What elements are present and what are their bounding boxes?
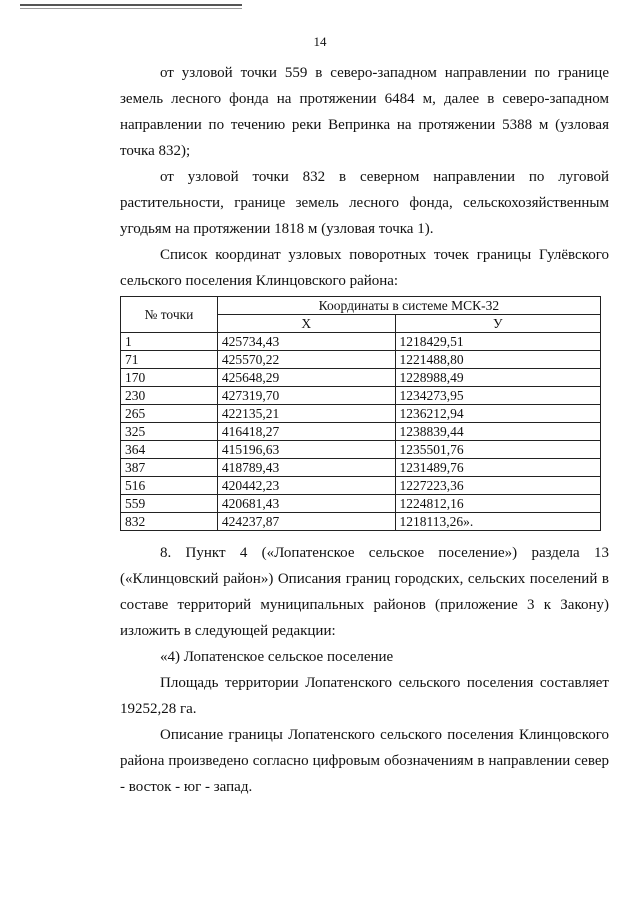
paragraph-section-heading: «4) Лопатенское сельское поселение [160,649,394,665]
cell-x: 425570,22 [217,351,395,369]
cell-y: 1227223,36 [395,477,600,495]
cell-x: 425648,29 [217,369,395,387]
cell-x: 424237,87 [217,513,395,531]
cell-y: 1218429,51 [395,333,600,351]
cell-y: 1231489,76 [395,459,600,477]
cell-x: 420681,43 [217,495,395,513]
cell-point: 832 [121,513,218,531]
cell-y: 1228988,49 [395,369,600,387]
header-coordinate-system: Координаты в системе МСК-32 [217,297,600,315]
cell-point: 364 [121,441,218,459]
cell-y: 1238839,44 [395,423,600,441]
header-rule-thin [20,8,242,9]
paragraph-coordinates-intro: Список координат узловых поворотных точек границы Гулёвского сельского поселения Клинцовского района: [120,247,609,289]
cell-point: 71 [121,351,218,369]
paragraph-node-832: от узловой точки 832 в северном направлении по луговой растительности, границе земель лесного фонда, сельскохозяйственным угодьям на протяжении 1818 м (узловая точка 1). [120,169,609,237]
cell-point: 170 [121,369,218,387]
table-row [121,477,601,495]
cell-point: 325 [121,423,218,441]
header-rule [20,4,242,6]
cell-y: 1221488,80 [395,351,600,369]
cell-x: 425734,43 [217,333,395,351]
table-row [121,369,601,387]
header-x: X [217,315,395,333]
table-row [121,333,601,351]
header-y: У [395,315,600,333]
cell-point: 265 [121,405,218,423]
page-number: 14 [313,34,327,49]
table-row [121,423,601,441]
table-row [121,459,601,477]
paragraph-node-559: от узловой точки 559 в северо-западном направлении по границе земель лесного фонда на протяжении 6484 м, далее в северо-западном направлении по течению реки Вепринка на протяжении 5388 м (узловая точка 832); [120,65,609,159]
cell-point: 230 [121,387,218,405]
cell-x: 416418,27 [217,423,395,441]
table-body [121,333,601,531]
paragraph-item-8: 8. Пункт 4 («Лопатенское сельское поселение») раздела 13 («Клинцовский район») Описания границ городских, сельских поселений в составе территорий муниципальных районов (приложение 3 к Закону) изложить в следующей редакции: [120,545,609,639]
cell-y: 1218113,26». [395,513,600,531]
table-header-row [121,297,601,315]
table-row [121,441,601,459]
header-point-number: № точки [121,297,218,333]
paragraph-boundary-description: Описание границы Лопатенского сельского поселения Клинцовского района произведено согласно цифровым обозначениям в направлении север - восток - юг - запад. [120,727,609,795]
cell-point: 387 [121,459,218,477]
table-row [121,405,601,423]
cell-y: 1234273,95 [395,387,600,405]
cell-y: 1236212,94 [395,405,600,423]
coordinates-table [120,296,601,531]
cell-x: 422135,21 [217,405,395,423]
cell-y: 1235501,76 [395,441,600,459]
paragraph-area: Площадь территории Лопатенского сельского поселения составляет 19252,28 га. [120,675,609,717]
cell-point: 559 [121,495,218,513]
table-row [121,387,601,405]
cell-point: 1 [121,333,218,351]
cell-y: 1224812,16 [395,495,600,513]
cell-x: 427319,70 [217,387,395,405]
cell-x: 415196,63 [217,441,395,459]
table-row [121,351,601,369]
cell-x: 418789,43 [217,459,395,477]
table-row [121,495,601,513]
cell-point: 516 [121,477,218,495]
table-row [121,513,601,531]
cell-x: 420442,23 [217,477,395,495]
